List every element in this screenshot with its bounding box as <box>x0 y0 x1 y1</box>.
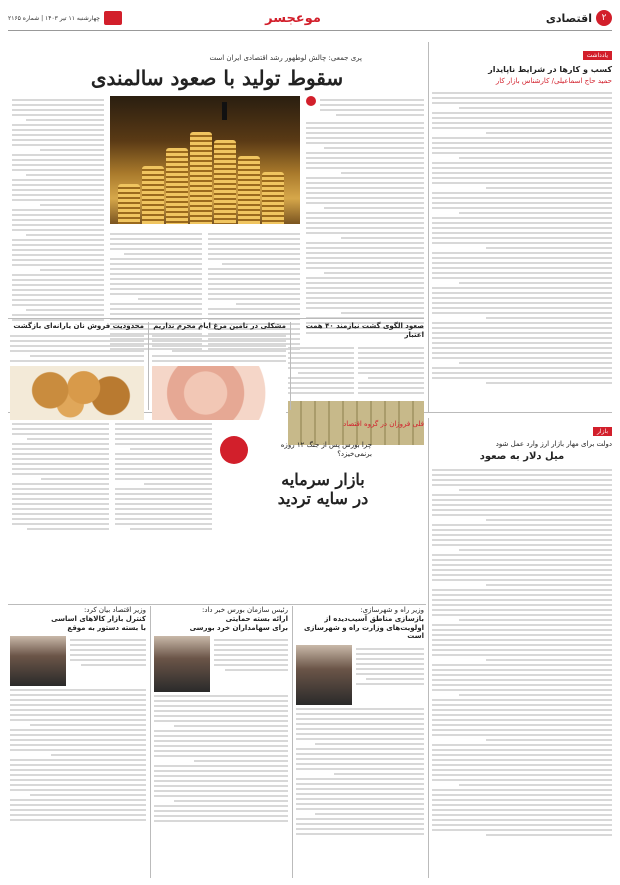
capital-title-2: در سایه تردید <box>277 489 369 508</box>
bottom-art1-kicker: وزیر راه و شهرسازی: <box>360 606 424 614</box>
bread-image <box>10 366 144 420</box>
capital-title-1: بازار سرمایه <box>281 470 365 489</box>
capital-market-block <box>220 436 426 508</box>
issue-date: چهارشنبه ۱۱ تیر ۱۴۰۳ | شماره ۲۱۶۵ <box>8 14 100 22</box>
coins-image <box>110 96 300 224</box>
lead-right-text <box>306 96 424 337</box>
logo-icon <box>306 96 316 106</box>
bottom-art2-kicker: رئیس سازمان بورس خبر داد: <box>202 606 288 614</box>
side-column-mid <box>432 418 612 878</box>
breaking-header <box>248 420 424 429</box>
bottom-art1-title-1: بازسازی مناطق آسیب‌دیده از <box>324 614 424 623</box>
bottom-art3-kicker: وزیر اقتصاد بیان کرد: <box>84 606 146 614</box>
bottom-art3-title-1: کنترل بازار کالاهای اساسی <box>51 614 146 623</box>
note-tag: یادداشت <box>583 51 612 60</box>
lead-header <box>12 54 422 90</box>
note-title: کسب و کارها در شرایط ناپایدار <box>488 65 612 74</box>
page-number: ۲ <box>596 10 612 26</box>
bottom-art2-title-1: ارائه بسته حمایتی <box>225 614 288 623</box>
bottom-art3-title-2: با بسته دستور به موقع <box>67 623 146 632</box>
market-tag: بازار <box>593 427 612 436</box>
bottom-article-2 <box>154 606 288 825</box>
row2-article-2 <box>152 322 286 420</box>
breaking-kicker: فلی فروزان در گروه اقتصاد <box>343 420 424 428</box>
capital-subhead: چرا بورس پس از جنگ ۱۲ روزه برنمی‌خیزد؟ <box>280 441 372 458</box>
official-portrait-2 <box>154 636 210 692</box>
lead-title: سقوط تولید با صعود سالمندی <box>90 66 344 90</box>
row2-title-3: محدودیت فروش نان یارانه‌ای بازگشت <box>13 322 144 330</box>
bottom-art1-title-2: اولویت‌های وزارت راه و شهرسازی است <box>303 623 424 641</box>
note-author: حمید حاج اسماعیلی/ کارشناس بازار کار <box>495 77 612 85</box>
brand-icon <box>104 11 122 25</box>
bottom-article-1 <box>296 606 424 838</box>
side-column-top <box>432 42 612 412</box>
row2-title-1: صعود الگوی گشت نیازمند ۴۰ همت اعتبار <box>305 322 424 339</box>
market-title: میل دلار به صعود <box>479 450 565 462</box>
issue-info <box>8 11 122 25</box>
capital-body-text <box>12 420 212 533</box>
section-header <box>546 10 612 26</box>
section-label: اقتصادی <box>545 11 592 25</box>
official-portrait-3 <box>10 636 66 686</box>
newspaper-logo: موعجسر <box>265 10 321 26</box>
masthead <box>8 8 612 31</box>
bottom-article-3 <box>10 606 146 824</box>
lead-left-text <box>12 96 104 324</box>
lead-kicker: پری جمعی: چالش لوطهور رشد اقتصادی ایران است <box>209 54 362 62</box>
row2-title-2: مشکلی در تامین مرغ ایام محرم نداریم <box>153 322 286 330</box>
market-kicker: دولت برای مهار بازار ارز وارد عمل شود <box>495 440 612 448</box>
note-body <box>432 92 612 384</box>
row2-article-3 <box>10 322 144 420</box>
brand-badge-icon <box>220 436 248 464</box>
minister-portrait-1 <box>296 645 352 705</box>
chicken-image <box>152 366 286 420</box>
bottom-art2-title-2: برای سهامداران خرد بورسی <box>189 623 288 632</box>
